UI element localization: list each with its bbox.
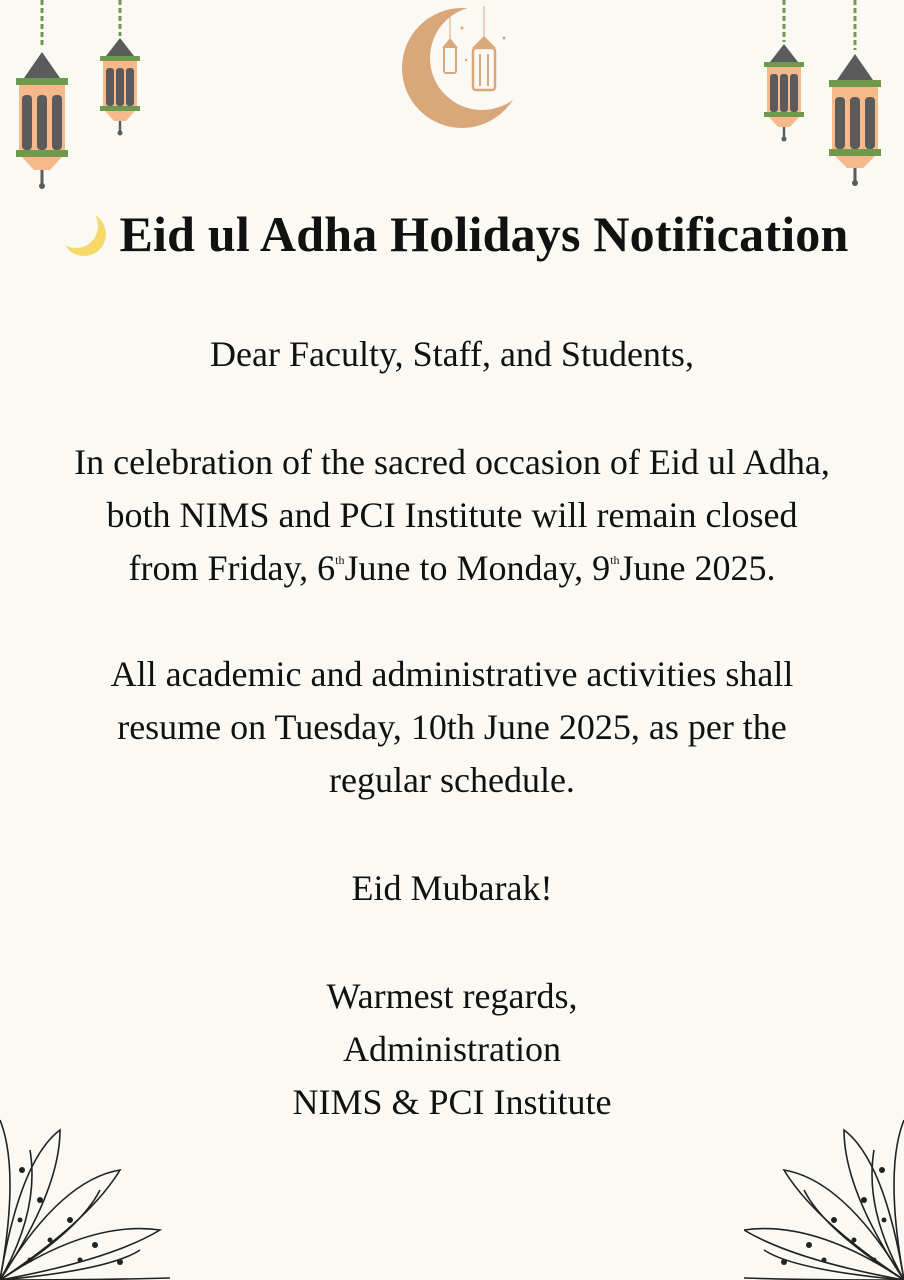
lantern-left-small-icon bbox=[96, 0, 144, 140]
resume-paragraph bbox=[0, 648, 904, 807]
closure-line-3 bbox=[0, 542, 904, 595]
resume-line-1: All academic and administrative activities shall bbox=[110, 654, 794, 694]
greeting-text: Eid Mubarak! bbox=[351, 868, 553, 908]
ordinal-suffix: th bbox=[610, 553, 620, 567]
ordinal-suffix: th bbox=[335, 553, 345, 567]
closure-date-start: from Friday, 6 bbox=[128, 548, 336, 588]
closure-paragraph bbox=[0, 436, 904, 595]
lantern-right-icon bbox=[824, 0, 886, 192]
page-title: Eid ul Adha Holidays Notification bbox=[119, 206, 849, 262]
signoff bbox=[0, 970, 904, 1129]
signoff-regards: Warmest regards, bbox=[326, 976, 578, 1016]
title-row bbox=[0, 205, 904, 263]
signoff-organization: NIMS & PCI Institute bbox=[292, 1082, 612, 1122]
closure-line-1: In celebration of the sacred occasion of Eid ul Adha, bbox=[74, 442, 830, 482]
closure-date-middle: June to Monday, 9 bbox=[344, 548, 611, 588]
closure-line-2: both NIMS and PCI Institute will remain closed bbox=[106, 495, 798, 535]
crescent-moon-icon bbox=[400, 0, 530, 135]
salutation-text: Dear Faculty, Staff, and Students, bbox=[210, 334, 694, 374]
signoff-department: Administration bbox=[343, 1029, 561, 1069]
mandala-corner-right-icon bbox=[744, 1110, 904, 1280]
mandala-corner-left-icon bbox=[0, 1110, 170, 1280]
resume-line-2: resume on Tuesday, 10th June 2025, as per the bbox=[117, 707, 787, 747]
lantern-right-small-icon bbox=[760, 0, 808, 145]
lantern-left-icon bbox=[10, 0, 74, 195]
crescent-emoji-icon bbox=[56, 208, 108, 260]
closure-date-end: June 2025. bbox=[619, 548, 776, 588]
resume-line-3: regular schedule. bbox=[329, 760, 575, 800]
greeting bbox=[0, 862, 904, 915]
salutation bbox=[0, 328, 904, 381]
